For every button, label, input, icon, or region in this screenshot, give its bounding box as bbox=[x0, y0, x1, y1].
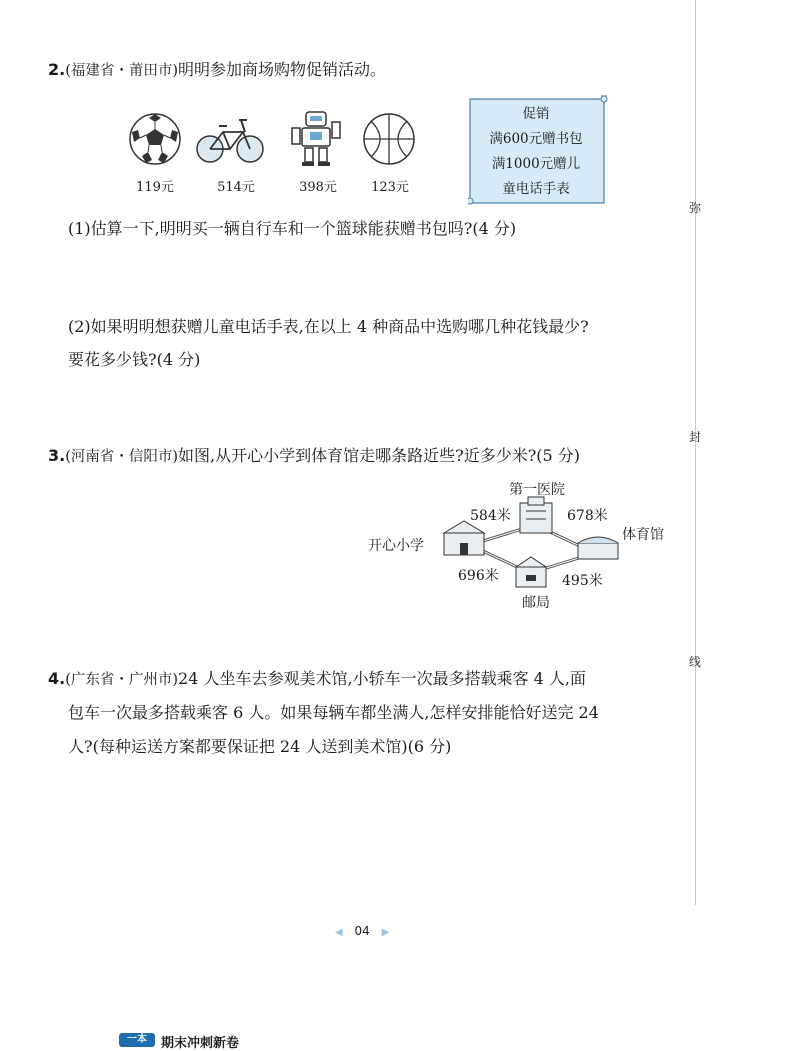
label-hospital: 第一医院 bbox=[509, 482, 565, 498]
footer-title: 期末冲刺新卷 bbox=[161, 1036, 240, 1051]
promo-text bbox=[468, 102, 604, 202]
price-bicycle: 514元 bbox=[217, 180, 255, 195]
q2-source: (福建省・莆田市) bbox=[65, 63, 179, 79]
q4-source: (广东省・广州市) bbox=[65, 672, 179, 688]
price-soccer-ball: 119元 bbox=[136, 180, 174, 195]
q2-sub2-line2: 要花多少钱?(4 分) bbox=[68, 350, 201, 369]
soccer-ball-icon bbox=[128, 112, 182, 166]
distance-hospital-stadium: 678米 bbox=[567, 508, 608, 524]
q2-heading bbox=[48, 60, 386, 81]
q3-text: 如图,从开心小学到体育馆走哪条路近些?近多少米?(5 分) bbox=[178, 446, 581, 465]
robot-toy-icon bbox=[288, 108, 344, 168]
q3-source: (河南省・信阳市) bbox=[65, 449, 179, 465]
label-school: 开心小学 bbox=[368, 538, 424, 554]
q4-line-3: 人?(每种运送方案都要保证把 24 人送到美术馆)(6 分) bbox=[68, 737, 452, 756]
promo-line-2: 满1000元赠儿 bbox=[491, 156, 581, 172]
binding-xian: 线 bbox=[689, 655, 702, 669]
distance-school-post: 696米 bbox=[458, 568, 499, 584]
promo-title: 促销 bbox=[522, 106, 550, 122]
q2-sub2-line1: (2)如果明明想获赠儿童电话手表,在以上 4 种商品中选购哪几种花钱最少? bbox=[68, 317, 589, 336]
page-number: 04 bbox=[354, 924, 370, 938]
q2-number: 2. bbox=[48, 60, 66, 79]
binding-feng: 封 bbox=[689, 430, 702, 444]
q4-line-1-text: 24 人坐车去参观美术馆,小轿车一次最多搭载乘客 4 人,面 bbox=[178, 669, 587, 688]
q4-line-1 bbox=[48, 669, 586, 690]
school-icon bbox=[444, 521, 484, 555]
distance-post-stadium: 495米 bbox=[562, 573, 603, 589]
label-post-office: 邮局 bbox=[522, 595, 550, 611]
price-basketball: 123元 bbox=[371, 180, 409, 195]
price-robot-toy: 398元 bbox=[299, 180, 337, 195]
label-stadium: 体育馆 bbox=[622, 527, 664, 543]
q2-text: 明明参加商场购物促销活动。 bbox=[178, 60, 387, 79]
q3-number: 3. bbox=[48, 446, 66, 465]
q2-sub1: (1)估算一下,明明买一辆自行车和一个篮球能获赠书包吗?(4 分) bbox=[68, 219, 517, 238]
promo-line-3: 童电话手表 bbox=[502, 181, 570, 197]
prev-triangle-icon: ◀ bbox=[335, 927, 343, 938]
promo-line-1: 满600元赠书包 bbox=[489, 131, 583, 147]
q4-number: 4. bbox=[48, 669, 66, 688]
hospital-icon bbox=[520, 497, 552, 533]
q3-heading bbox=[48, 446, 580, 467]
binding-margin-line bbox=[695, 0, 696, 905]
basketball-icon bbox=[362, 112, 416, 166]
q4-line-2: 包车一次最多搭载乘客 6 人。如果每辆车都坐满人,怎样安排能恰好送完 24 bbox=[68, 703, 599, 722]
post-office-icon bbox=[516, 557, 546, 587]
next-triangle-icon: ▶ bbox=[381, 927, 390, 938]
footer-logo: 一本 bbox=[119, 1033, 155, 1047]
bicycle-icon bbox=[195, 112, 265, 166]
page-number-area bbox=[335, 924, 389, 938]
stadium-icon bbox=[578, 537, 618, 559]
binding-mi: 弥 bbox=[689, 201, 702, 215]
distance-school-hospital: 584米 bbox=[470, 508, 511, 524]
